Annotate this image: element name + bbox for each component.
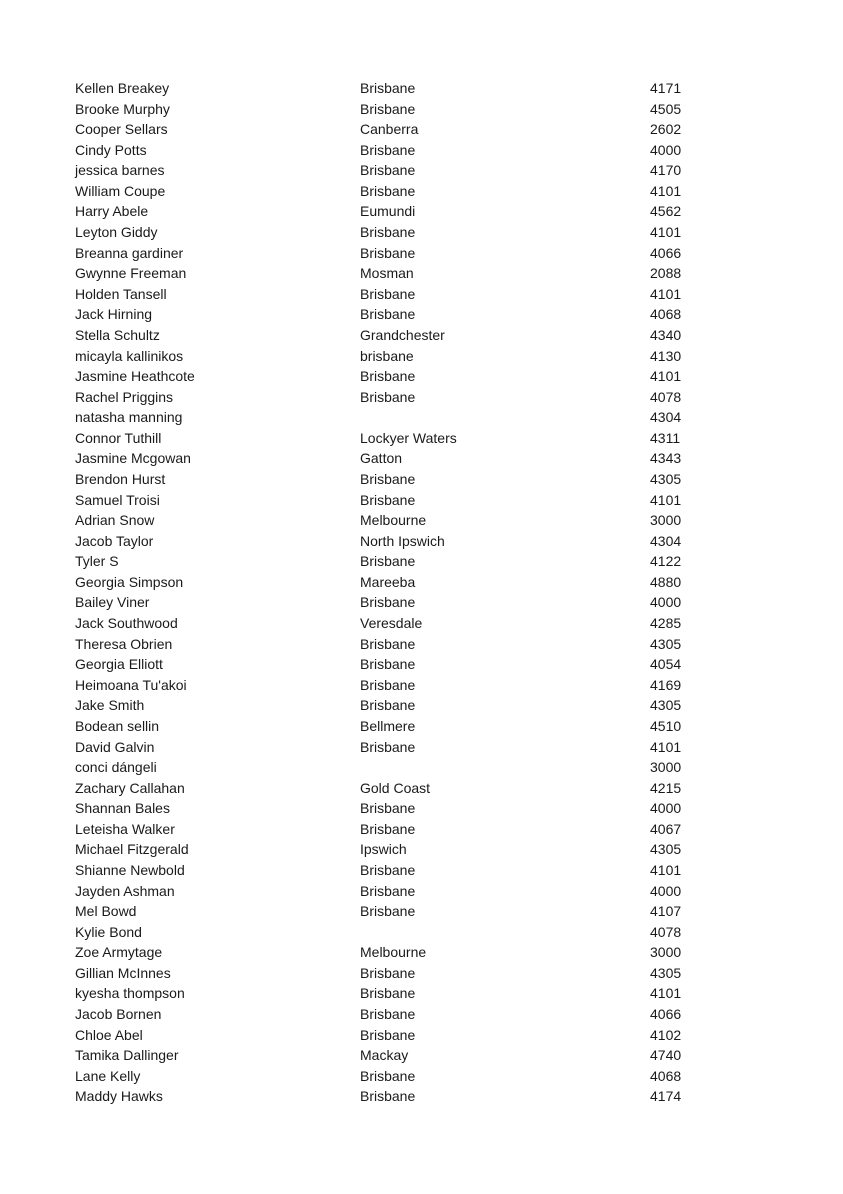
list-row: [0, 634, 843, 655]
name-cell: Rachel Priggins: [75, 388, 174, 405]
name-cell: Jasmine Mcgowan: [75, 450, 191, 467]
list-row: [0, 510, 843, 531]
name-cell: Lane Kelly: [75, 1067, 141, 1084]
list-row: [0, 387, 843, 408]
list-row: [0, 78, 843, 99]
name-cell: Heimoana Tu'akoi: [75, 676, 187, 693]
postcode-cell: 4101: [650, 861, 682, 878]
name-cell: Georgia Elliott: [75, 656, 163, 673]
list-row: [0, 839, 843, 860]
list-row: [0, 448, 843, 469]
city-cell: Brisbane: [360, 964, 416, 981]
list-row: [0, 304, 843, 325]
name-cell: Bodean sellin: [75, 717, 160, 734]
list-row: [0, 942, 843, 963]
name-cell: Harry Abele: [75, 203, 149, 220]
city-cell: Brisbane: [360, 594, 416, 611]
list-row: [0, 243, 843, 264]
postcode-cell: 4000: [650, 141, 682, 158]
city-cell: Veresdale: [360, 615, 423, 632]
name-cell: Zachary Callahan: [75, 779, 185, 796]
postcode-cell: 4505: [650, 100, 682, 117]
postcode-cell: 4101: [650, 368, 682, 385]
list-row: [0, 1086, 843, 1107]
name-cell: Adrian Snow: [75, 512, 155, 529]
list-row: [0, 963, 843, 984]
name-cell: David Galvin: [75, 738, 155, 755]
name-cell: Maddy Hawks: [75, 1088, 163, 1105]
city-cell: Brisbane: [360, 1006, 416, 1023]
list-row: [0, 695, 843, 716]
name-cell: Jake Smith: [75, 697, 145, 714]
list-row: [0, 592, 843, 613]
city-cell: Brisbane: [360, 368, 416, 385]
list-row: [0, 983, 843, 1004]
postcode-cell: 4340: [650, 326, 682, 343]
city-cell: Brisbane: [360, 697, 416, 714]
contact-list: [0, 78, 843, 1107]
postcode-cell: 4174: [650, 1088, 682, 1105]
city-cell: Brisbane: [360, 800, 416, 817]
name-cell: Gwynne Freeman: [75, 265, 187, 282]
list-row: [0, 1066, 843, 1087]
city-cell: Brisbane: [360, 80, 416, 96]
name-cell: Samuel Troisi: [75, 491, 160, 508]
list-row: [0, 346, 843, 367]
list-row: [0, 881, 843, 902]
name-cell: Leyton Giddy: [75, 224, 158, 241]
city-cell: Gold Coast: [360, 779, 431, 796]
postcode-cell: 4304: [650, 409, 682, 426]
city-cell: Brisbane: [360, 1067, 416, 1084]
list-row: [0, 737, 843, 758]
list-row: [0, 407, 843, 428]
list-row: [0, 263, 843, 284]
name-cell: Georgia Simpson: [75, 573, 184, 590]
postcode-cell: 4171: [650, 80, 682, 96]
name-cell: Cooper Sellars: [75, 121, 168, 138]
list-row: [0, 757, 843, 778]
name-cell: conci dángeli: [75, 759, 157, 776]
postcode-cell: 4000: [650, 594, 682, 611]
postcode-cell: 4311: [650, 429, 681, 446]
postcode-cell: 4305: [650, 697, 682, 714]
city-cell: Bellmere: [360, 717, 416, 734]
name-cell: Holden Tansell: [75, 285, 167, 302]
postcode-cell: 4562: [650, 203, 682, 220]
postcode-cell: 4068: [650, 1067, 682, 1084]
name-cell: Gillian McInnes: [75, 964, 171, 981]
list-row: [0, 531, 843, 552]
name-cell: Tamika Dallinger: [75, 1047, 179, 1064]
list-row: [0, 201, 843, 222]
postcode-cell: 4740: [650, 1047, 682, 1064]
postcode-cell: 4304: [650, 532, 682, 549]
postcode-cell: 4066: [650, 1006, 682, 1023]
name-cell: Kylie Bond: [75, 923, 142, 940]
postcode-cell: 4078: [650, 388, 682, 405]
city-cell: North Ipswich: [360, 532, 445, 549]
city-cell: Brisbane: [360, 1026, 416, 1043]
city-cell: Mosman: [360, 265, 414, 282]
city-cell: brisbane: [360, 347, 414, 364]
list-row: [0, 222, 843, 243]
name-cell: Jacob Bornen: [75, 1006, 162, 1023]
city-cell: Ipswich: [360, 841, 407, 858]
postcode-cell: 4102: [650, 1026, 682, 1043]
city-cell: Brisbane: [360, 244, 416, 261]
city-cell: Grandchester: [360, 326, 445, 343]
postcode-cell: 4101: [650, 182, 682, 199]
name-cell: Breanna gardiner: [75, 244, 184, 261]
city-cell: Brisbane: [360, 306, 416, 323]
name-cell: Bailey Viner: [75, 594, 150, 611]
list-row: [0, 778, 843, 799]
city-cell: Brisbane: [360, 635, 416, 652]
postcode-cell: 4510: [650, 717, 682, 734]
list-row: [0, 819, 843, 840]
postcode-cell: 4000: [650, 882, 682, 899]
postcode-cell: 4130: [650, 347, 682, 364]
postcode-cell: 4101: [650, 224, 682, 241]
name-cell: Cindy Potts: [75, 141, 147, 158]
city-cell: Canberra: [360, 121, 419, 138]
name-cell: Stella Schultz: [75, 326, 160, 343]
postcode-cell: 4215: [650, 779, 682, 796]
list-row: [0, 716, 843, 737]
list-row: [0, 860, 843, 881]
name-cell: Theresa Obrien: [75, 635, 173, 652]
city-cell: Eumundi: [360, 203, 416, 220]
list-row: [0, 1045, 843, 1066]
name-cell: Kellen Breakey: [75, 80, 170, 96]
list-row: [0, 901, 843, 922]
name-cell: Jack Hirning: [75, 306, 153, 323]
city-cell: Brisbane: [360, 182, 416, 199]
name-cell: Leteisha Walker: [75, 820, 175, 837]
postcode-cell: 4101: [650, 985, 682, 1002]
city-cell: Brisbane: [360, 738, 416, 755]
postcode-cell: 4122: [650, 553, 682, 570]
city-cell: Lockyer Waters: [360, 429, 457, 446]
list-row: [0, 140, 843, 161]
name-cell: William Coupe: [75, 182, 166, 199]
list-row: [0, 428, 843, 449]
city-cell: Brisbane: [360, 882, 416, 899]
postcode-cell: 4101: [650, 738, 682, 755]
name-cell: Michael Fitzgerald: [75, 841, 189, 858]
list-row: [0, 160, 843, 181]
name-cell: Brooke Murphy: [75, 100, 170, 117]
postcode-cell: 4067: [650, 820, 682, 837]
postcode-cell: 4305: [650, 470, 682, 487]
name-cell: Chloe Abel: [75, 1026, 143, 1043]
postcode-cell: 4305: [650, 635, 682, 652]
postcode-cell: 3000: [650, 512, 682, 529]
postcode-cell: 4000: [650, 800, 682, 817]
postcode-cell: 4101: [650, 491, 682, 508]
postcode-cell: 4101: [650, 285, 682, 302]
name-cell: Shannan Bales: [75, 800, 170, 817]
name-cell: micayla kallinikos: [75, 347, 184, 364]
city-cell: Brisbane: [360, 1088, 416, 1105]
name-cell: Shianne Newbold: [75, 861, 185, 878]
city-cell: Mareeba: [360, 573, 416, 590]
postcode-cell: 4078: [650, 923, 682, 940]
list-row: [0, 99, 843, 120]
name-cell: Connor Tuthill: [75, 429, 162, 446]
city-cell: Gatton: [360, 450, 403, 467]
city-cell: Brisbane: [360, 656, 416, 673]
name-cell: Zoe Armytage: [75, 944, 163, 961]
postcode-cell: 2088: [650, 265, 682, 282]
postcode-cell: 4305: [650, 841, 682, 858]
city-cell: Brisbane: [360, 985, 416, 1002]
city-cell: Brisbane: [360, 903, 416, 920]
name-cell: Brendon Hurst: [75, 470, 166, 487]
list-row: [0, 675, 843, 696]
list-row: [0, 922, 843, 943]
postcode-cell: 4107: [650, 903, 682, 920]
list-row: [0, 613, 843, 634]
postcode-cell: 3000: [650, 944, 682, 961]
list-row: [0, 572, 843, 593]
city-cell: Brisbane: [360, 553, 416, 570]
city-cell: Mackay: [360, 1047, 409, 1064]
name-cell: Jacob Taylor: [75, 532, 154, 549]
name-cell: Jack Southwood: [75, 615, 178, 632]
list-row: [0, 119, 843, 140]
list-row: [0, 325, 843, 346]
name-cell: jessica barnes: [75, 162, 165, 179]
list-row: [0, 798, 843, 819]
postcode-cell: 2602: [650, 121, 682, 138]
postcode-cell: 4285: [650, 615, 682, 632]
postcode-cell: 4169: [650, 676, 682, 693]
list-row: [0, 366, 843, 387]
list-row: [0, 1004, 843, 1025]
city-cell: Brisbane: [360, 162, 416, 179]
city-cell: Brisbane: [360, 285, 416, 302]
city-cell: Brisbane: [360, 470, 416, 487]
city-cell: Brisbane: [360, 388, 416, 405]
list-row: [0, 654, 843, 675]
postcode-cell: 4343: [650, 450, 682, 467]
city-cell: Melbourne: [360, 512, 427, 529]
name-cell: Jayden Ashman: [75, 882, 175, 899]
city-cell: Brisbane: [360, 491, 416, 508]
name-cell: Jasmine Heathcote: [75, 368, 195, 385]
list-row: [0, 1025, 843, 1046]
postcode-cell: 4066: [650, 244, 682, 261]
name-cell: Tyler S: [75, 553, 119, 570]
postcode-cell: 4068: [650, 306, 682, 323]
name-cell: kyesha thompson: [75, 985, 185, 1002]
city-cell: Brisbane: [360, 676, 416, 693]
postcode-cell: 4880: [650, 573, 682, 590]
postcode-cell: 3000: [650, 759, 682, 776]
city-cell: Brisbane: [360, 861, 416, 878]
city-cell: Melbourne: [360, 944, 427, 961]
name-cell: natasha manning: [75, 409, 183, 426]
list-row: [0, 551, 843, 572]
list-row: [0, 284, 843, 305]
city-cell: Brisbane: [360, 820, 416, 837]
city-cell: Brisbane: [360, 100, 416, 117]
city-cell: Brisbane: [360, 141, 416, 158]
postcode-cell: 4305: [650, 964, 682, 981]
list-row: [0, 469, 843, 490]
city-cell: Brisbane: [360, 224, 416, 241]
name-cell: Mel Bowd: [75, 903, 137, 920]
postcode-cell: 4170: [650, 162, 682, 179]
list-row: [0, 181, 843, 202]
list-row: [0, 490, 843, 511]
postcode-cell: 4054: [650, 656, 682, 673]
